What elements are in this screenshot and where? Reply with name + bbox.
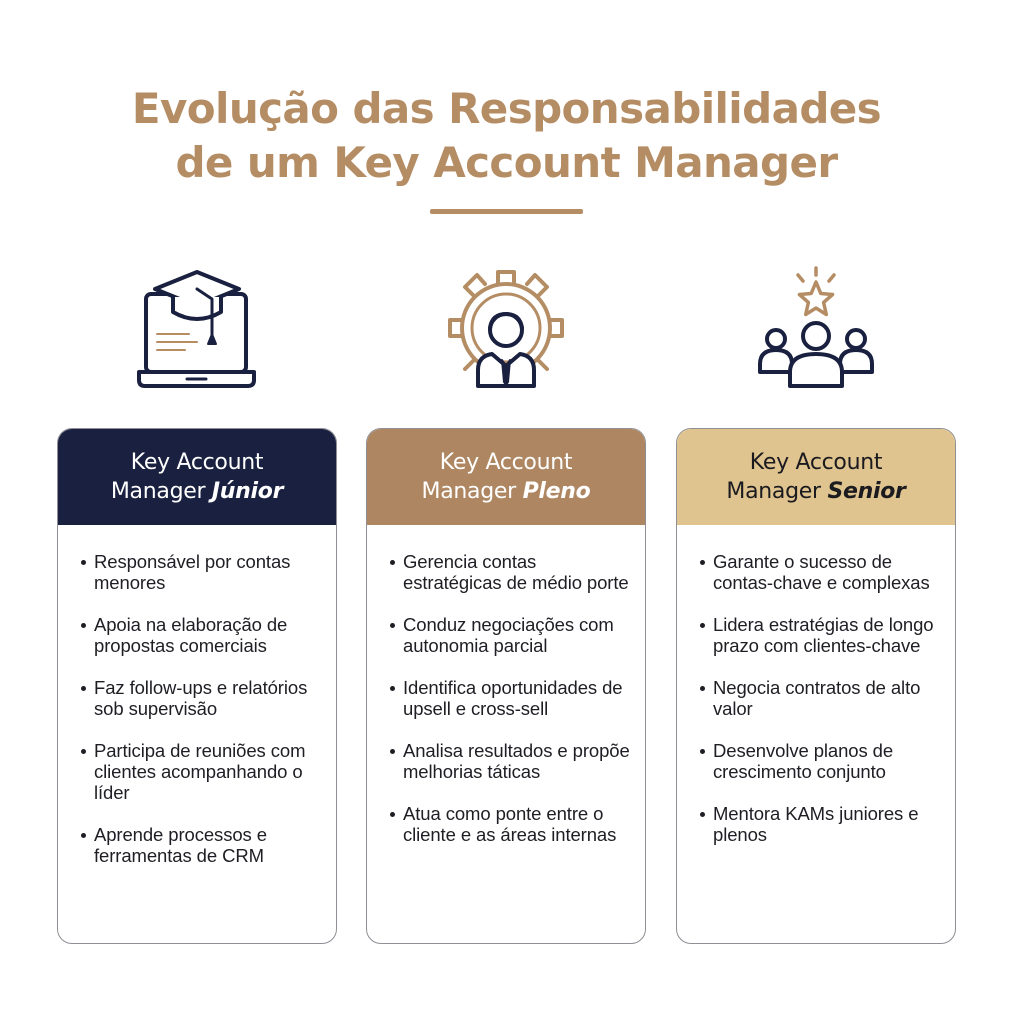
list-item: Apoia na elaboração de propostas comerciais: [80, 614, 322, 656]
card-kam-pleno: [366, 428, 646, 944]
title-line-1: Evolução das Responsabilidades: [131, 84, 882, 133]
card-header: [367, 429, 645, 525]
team-star-icon: [746, 262, 886, 392]
page-title: [0, 82, 1013, 190]
list-item: Responsável por contas menores: [80, 551, 322, 593]
list-item: Garante o sucesso de contas-chave e complexas: [699, 551, 941, 593]
list-item: Analisa resultados e propõe melhorias táticas: [389, 740, 631, 782]
list-item: Faz follow-ups e relatórios sob supervisão: [80, 677, 322, 719]
list-item: Negocia contratos de alto valor: [699, 677, 941, 719]
laptop-graduation-cap-icon: [127, 262, 267, 392]
card-title-line-1: Key Account: [130, 450, 264, 475]
list-item: Atua como ponte entre o cliente e as áreas internas: [389, 803, 631, 845]
list-item: Gerencia contas estratégicas de médio porte: [389, 551, 631, 593]
card-title-prefix: Manager: [110, 479, 212, 504]
list-item: Identifica oportunidades de upsell e cross-sell: [389, 677, 631, 719]
card-title-line-2: [726, 477, 905, 506]
card-level: Senior: [827, 479, 906, 504]
list-item: Desenvolve planos de crescimento conjunto: [699, 740, 941, 782]
card-header: [677, 429, 955, 525]
card-kam-senior: [676, 428, 956, 944]
card-kam-junior: [57, 428, 337, 944]
card-title-line-2: [422, 477, 591, 506]
list-item: Aprende processos e ferramentas de CRM: [80, 824, 322, 866]
card-title-line-2: [111, 477, 283, 506]
card-title-prefix: Manager: [421, 479, 523, 504]
responsibilities-list: [677, 525, 955, 845]
list-item: Conduz negociações com autonomia parcial: [389, 614, 631, 656]
card-level: Júnior: [211, 479, 284, 504]
list-item: Participa de reuniões com clientes acompanhando o líder: [80, 740, 322, 803]
card-title-prefix: Manager: [726, 479, 828, 504]
gear-businessman-icon: [436, 262, 576, 392]
card-header: [58, 429, 336, 525]
list-item: Lidera estratégias de longo prazo com clientes-chave: [699, 614, 941, 656]
card-title-line-1: Key Account: [749, 450, 883, 475]
responsibilities-list: [58, 525, 336, 866]
card-title-line-1: Key Account: [439, 450, 573, 475]
title-line-2: de um Key Account Manager: [175, 138, 838, 187]
card-level: Pleno: [522, 479, 591, 504]
title-divider: [430, 209, 583, 214]
list-item: Mentora KAMs juniores e plenos: [699, 803, 941, 845]
responsibilities-list: [367, 525, 645, 845]
